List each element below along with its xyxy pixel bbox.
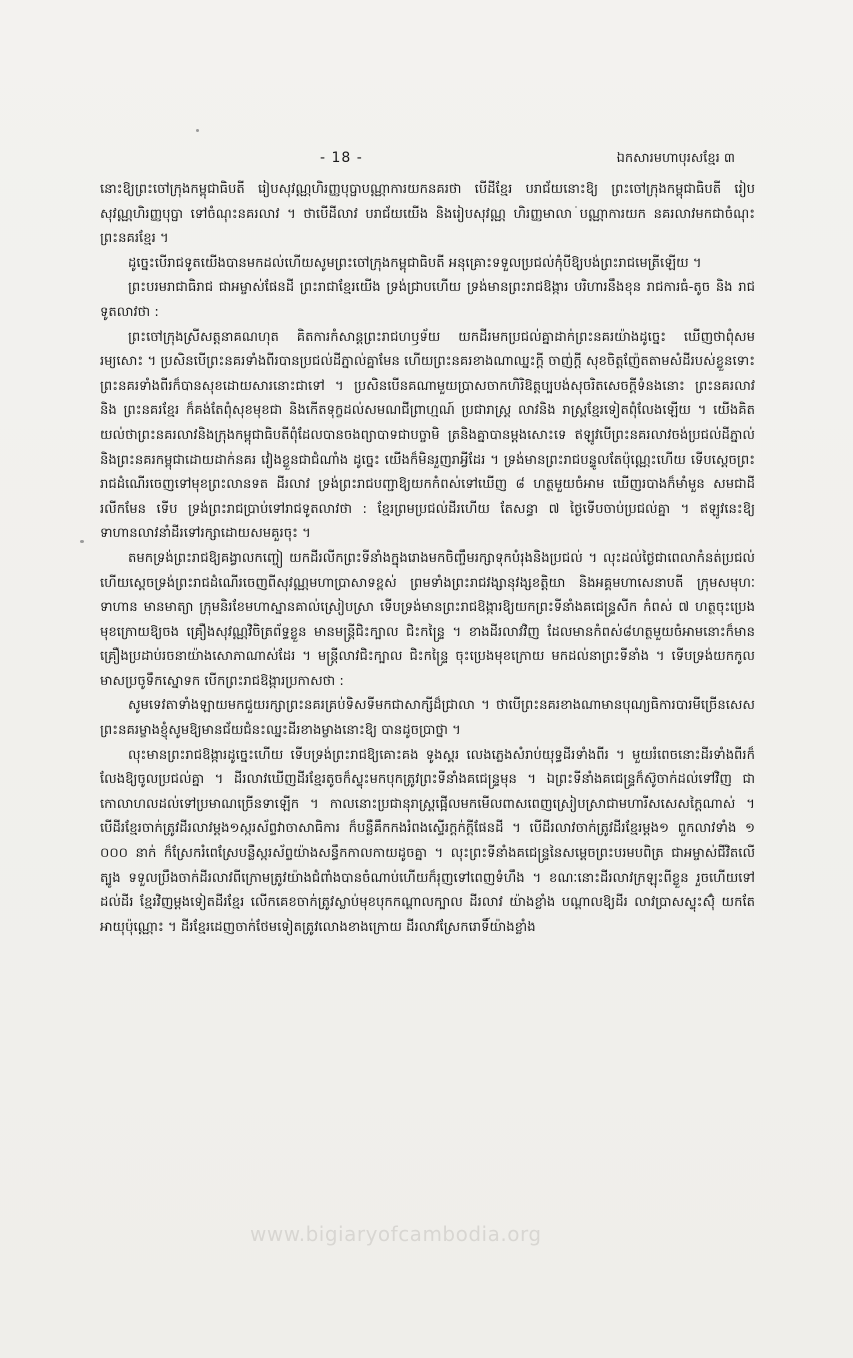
paragraph: ព្រះបរមរាជាធិរាជ ជាអម្ចាស់ផែនដី ព្រះរាជាខ្មែរយើង ទ្រង់ជ្រាបហើយ ទ្រង់មានព្រះរាជឱង្ការ បរិហារនឹងខុន រាជការធំ-តូច និង រាជ ទូតលាវថា :	[100, 280, 755, 320]
scan-speck	[196, 129, 199, 132]
paragraph: នោះឱ្យព្រះចៅក្រុងកម្ពុជាធិបតី រៀបសុវណ្ណហិរញ្ញបុប្ផាបណ្ណាការយកនគរថា បើដីខ្មែរ បរាជ័យនោះឱ្យ ព្រះចៅក្រុងកម្ពុជាធិបតី រៀបសុវណ្ណហិរញ្ញបុប្ផា ទៅចំណុះនគរលាវ ។ ថាបើដីលាវ បរាជ័យយើង និងរៀបសុវណ្ណ ហិរញ្ញមាលា បណ្ណាការយក នគរលាវមកជាចំណុះ ព្រះនគរខ្មែរ ។	[100, 182, 755, 247]
running-title: ឯកសារមហាបុរសខ្មែរ ៣	[616, 151, 735, 166]
paragraph: ដូច្នេះបើរាជទូតយើងបានមកដល់ហើយសូមព្រះចៅក្រុងកម្ពុជាធិបតី អនុគ្រោះទទួលប្រជល់កុំបីឱ្យបង់ព្រះរាជមេត្រីឡើយ ។	[128, 255, 702, 271]
scan-speck	[80, 540, 84, 543]
body-text	[100, 178, 755, 940]
paragraph: សូមទេវតាទាំងឡាយមកជួយរក្សាព្រះនគរគ្រប់ទិសទីមកជាសាក្សីដ៏ជ្រាលា ។ ថាបើព្រះនគរខាងណាមានបុណ្យធិការបារមីច្រើនសេសព្រះនគរម្ខាងខ្ញុំសូមឱ្យមានជ័យជំនះឈ្នះដីរខាងម្ខាងនោះឱ្យ បានដូចប្រាថ្នា ។	[100, 698, 755, 739]
paragraph: លុះមានព្រះរាជឱង្ការដូច្នេះហើយ ទើបទ្រង់ព្រះរាជឱ្យគោះគង ទូងស្គរ លេងភ្លេងសំរាប់យុទ្ធដីរទាំងពីរ ។ មួយរំពេចនោះដីរទាំងពីរក៏លែងឱ្យចូលប្រជល់គ្នា ។ ដីរលាវឃើញដីរខ្មែរតូចក៏ស្ទុះមកបុកត្រូវព្រះទីនាំងគជេន្ទ្រមុន ។ ឯព្រះទីនាំងគជេន្ទ្រក៏ស៊ូចាក់ដល់ទៅវិញ ជាកោលាហលដល់ទៅប្រមាណច្រើនទាឡើក ។ កាលនោះប្រជានុរាស្ត្រផ្អើលមកមើលពាសពេញស្រៀបស្រាជាមហារីសសេសក្តៃណាស់ ។ បើដីរខ្មែរចាក់ត្រូវដីរលាវម្តង១ស្ករស័ព្ទវាចាសាធិការ ក៏បន្លឺគឹកកងរំពងស្ទើរក្តក់ក្តីផែនដី ។ បើដីរលាវចាក់ត្រូវដីរខ្មែរម្តង១ ពួកលាវទាំង ១ ០០០ នាក់ ក៏ស្រែករំពេស្រែបន្លឺស្ករស័ព្ទយ៉ាងសន្ធឹកកាលកាយដូចគ្នា ។ លុះព្រះទីនាំងគជេន្ទ្រនៃសម្តេចព្រះបរមបពិត្រ ជាអម្ចាស់ជីវិតលើត្បូង ទទួលប្រឹងចាក់ដីរលាវពីក្រោមត្រូវយ៉ាងជំពាំងបានចំណាប់ហើយក៏រុញទៅពេញទំហឹង ។ ខណៈនោះដីរលាវក្រឡុះពីខ្លួន រួចហើយទៅដល់ដីរ ខ្មែរវិញម្តងទៀតដីរខ្មែរ លើកគេខចាក់ត្រូវស្លាប់មុខបុកកណ្តាលក្បាល ដីរលាវ យ៉ាងខ្លាំង បណ្តាលឱ្យដីរ លាវប្រាសស្ទុះស៊ុំ យកតែអាយុប៉ុណ្ណោះ ។ ដីរខ្មែរដេញចាក់ថែមទៀតត្រូវលោងខាងក្រោយ ដីរលាវស្រែករោទិ៍យ៉ាងខ្លាំង	[100, 747, 755, 935]
watermark: www.bigiaryofcambodia.org	[250, 1222, 542, 1246]
page-header	[0, 150, 853, 174]
paragraph: តមកទ្រង់ព្រះរាជឱ្យគង្វាលកញ្ចៀ យកដីរលីកព្រះទីនាំងក្នុងរោងមកចិញ្ចឹមរក្សាទុកបំរុងនិងប្រជល់ ។ លុះដល់ថ្ងៃជាពេលាកំនត់ប្រជល់ហើយស្តេចទ្រង់ព្រះរាជដំណើរចេញពីសុវណ្ណមហាប្រាសាទខ្ពស់ ព្រមទាំងព្រះរាជវង្សានុវង្សខត្តិយា និងអគ្គមហាសេនាបតី ក្រុមសមុហៈទាហាន មានមាត្យា ក្រុមនិរខែមហាស្នានគាល់ស្រៀបស្រា ទើបទ្រង់មានព្រះរាជឱង្ការឱ្យយកព្រះទីនាំងគជេន្ទ្រសីក កំពស់ ៧ ហត្ថចុះប្រេង មុខក្រោយឱ្យចង គ្រឿងសុវណ្ណវិចិត្រព័ទ្ធខ្លួន មានមន្ត្រីជិះក្បាល ជិះកន្ទ្រៃ ។ ខាងដីរលាវវិញ ដែលមានកំពស់៨ហត្ថមួយចំអាមនោះក៏មានគ្រឿងប្រដាប់រចនាយ៉ាងសោភាណាស់ដែរ ។ មន្ត្រីលាវជិះក្បាល ជិះកន្ទ្រៃ ចុះប្រេងមុខក្រោយ មកដល់នាព្រះទីនាំង ។ ទើបទ្រង់យកកូលមាសប្រចូទឹកស្នោទក បើកព្រះរាជឱង្ការប្រកាសថា :	[100, 550, 755, 689]
paragraph: ព្រះចៅក្រុងស្រីសត្តនាគណហុត គិតការកំសាន្តព្រះរាជហឫទ័យ យកដីរមកប្រជល់គ្នាដាក់ព្រះនគរយ៉ាងដូច្នេះ ឃើញថាពុំសមរម្យសោះ ។ ប្រសិនបើព្រះនគរទាំងពីរបានប្រជល់ដីភ្នាល់គ្នាមែន ហើយព្រះនគរខាងណាឈ្នះក្តី ចាញ់ក្តី សុខចិត្តញ៉ែតតាមសំដីរបស់ខ្លួនទោះព្រះនគរទាំងពីរក៏បានសុខដោយសារនោះជាទៅ ។ ប្រសិនបើនគណាមួយប្រាសចាកហិរិឱត្តប្បបង់សុចរិតសេចក្តីទំនងនោះ ព្រះនគរលាវ និង ព្រះនគរខ្មែរ ក៏គង់តែពុំសុខមុខជា និងកើតទុក្ខដល់សមណជីព្រាហ្មណ៍ ប្រជារាស្ត្រ លាវនិង រាស្ត្រខ្មែរទៀតពុំលែងឡើយ ។ យើងគិតយល់ថាព្រះនគរលាវនិងក្រុងកម្ពុជាធិបតីពុំដែលបានចងព្យាបាទជាបច្ចាមិ ត្រនិងគ្នាបានម្តងសោះទេ ឥឡូវបើព្រះនគរលាវចង់ប្រជល់ដីភ្នាល់ និងព្រះនគរកម្ពុជាដោយដាក់នគរ វៀងខ្លួនជាជំណាំង ដូច្នេះ យើងក៏មិនរួញរាអ្វីដែរ ។ ទ្រង់មានព្រះរាជបន្ទូលតែប៉ុណ្ណេះហើយ ទើបស្តេចព្រះរាជដំណើរចេញទៅមុខព្រះលានទត ដីរលាវ ទ្រង់ព្រះរាជបញ្ជាឱ្យយកកំពស់ទៅឃើញ ៨ ហត្ថមួយចំអាម ឃើញរបាងក៏មាំមួន សមជាដីរលីកមែន ទើប ទ្រង់ព្រះរាជប្រាប់ទៅរាជទូតលាវថា : ខ្មែរព្រមប្រជល់ដីរហើយ តែសន្ធា ៧ ថ្ងៃទើបចាប់ប្រជល់គ្នា ។ ឥឡូវនេះឱ្យទាហានលាវនាំដីរទៅរក្សាដោយសមគួរចុះ ។	[100, 329, 755, 542]
page-number: - 18 -	[320, 150, 363, 166]
